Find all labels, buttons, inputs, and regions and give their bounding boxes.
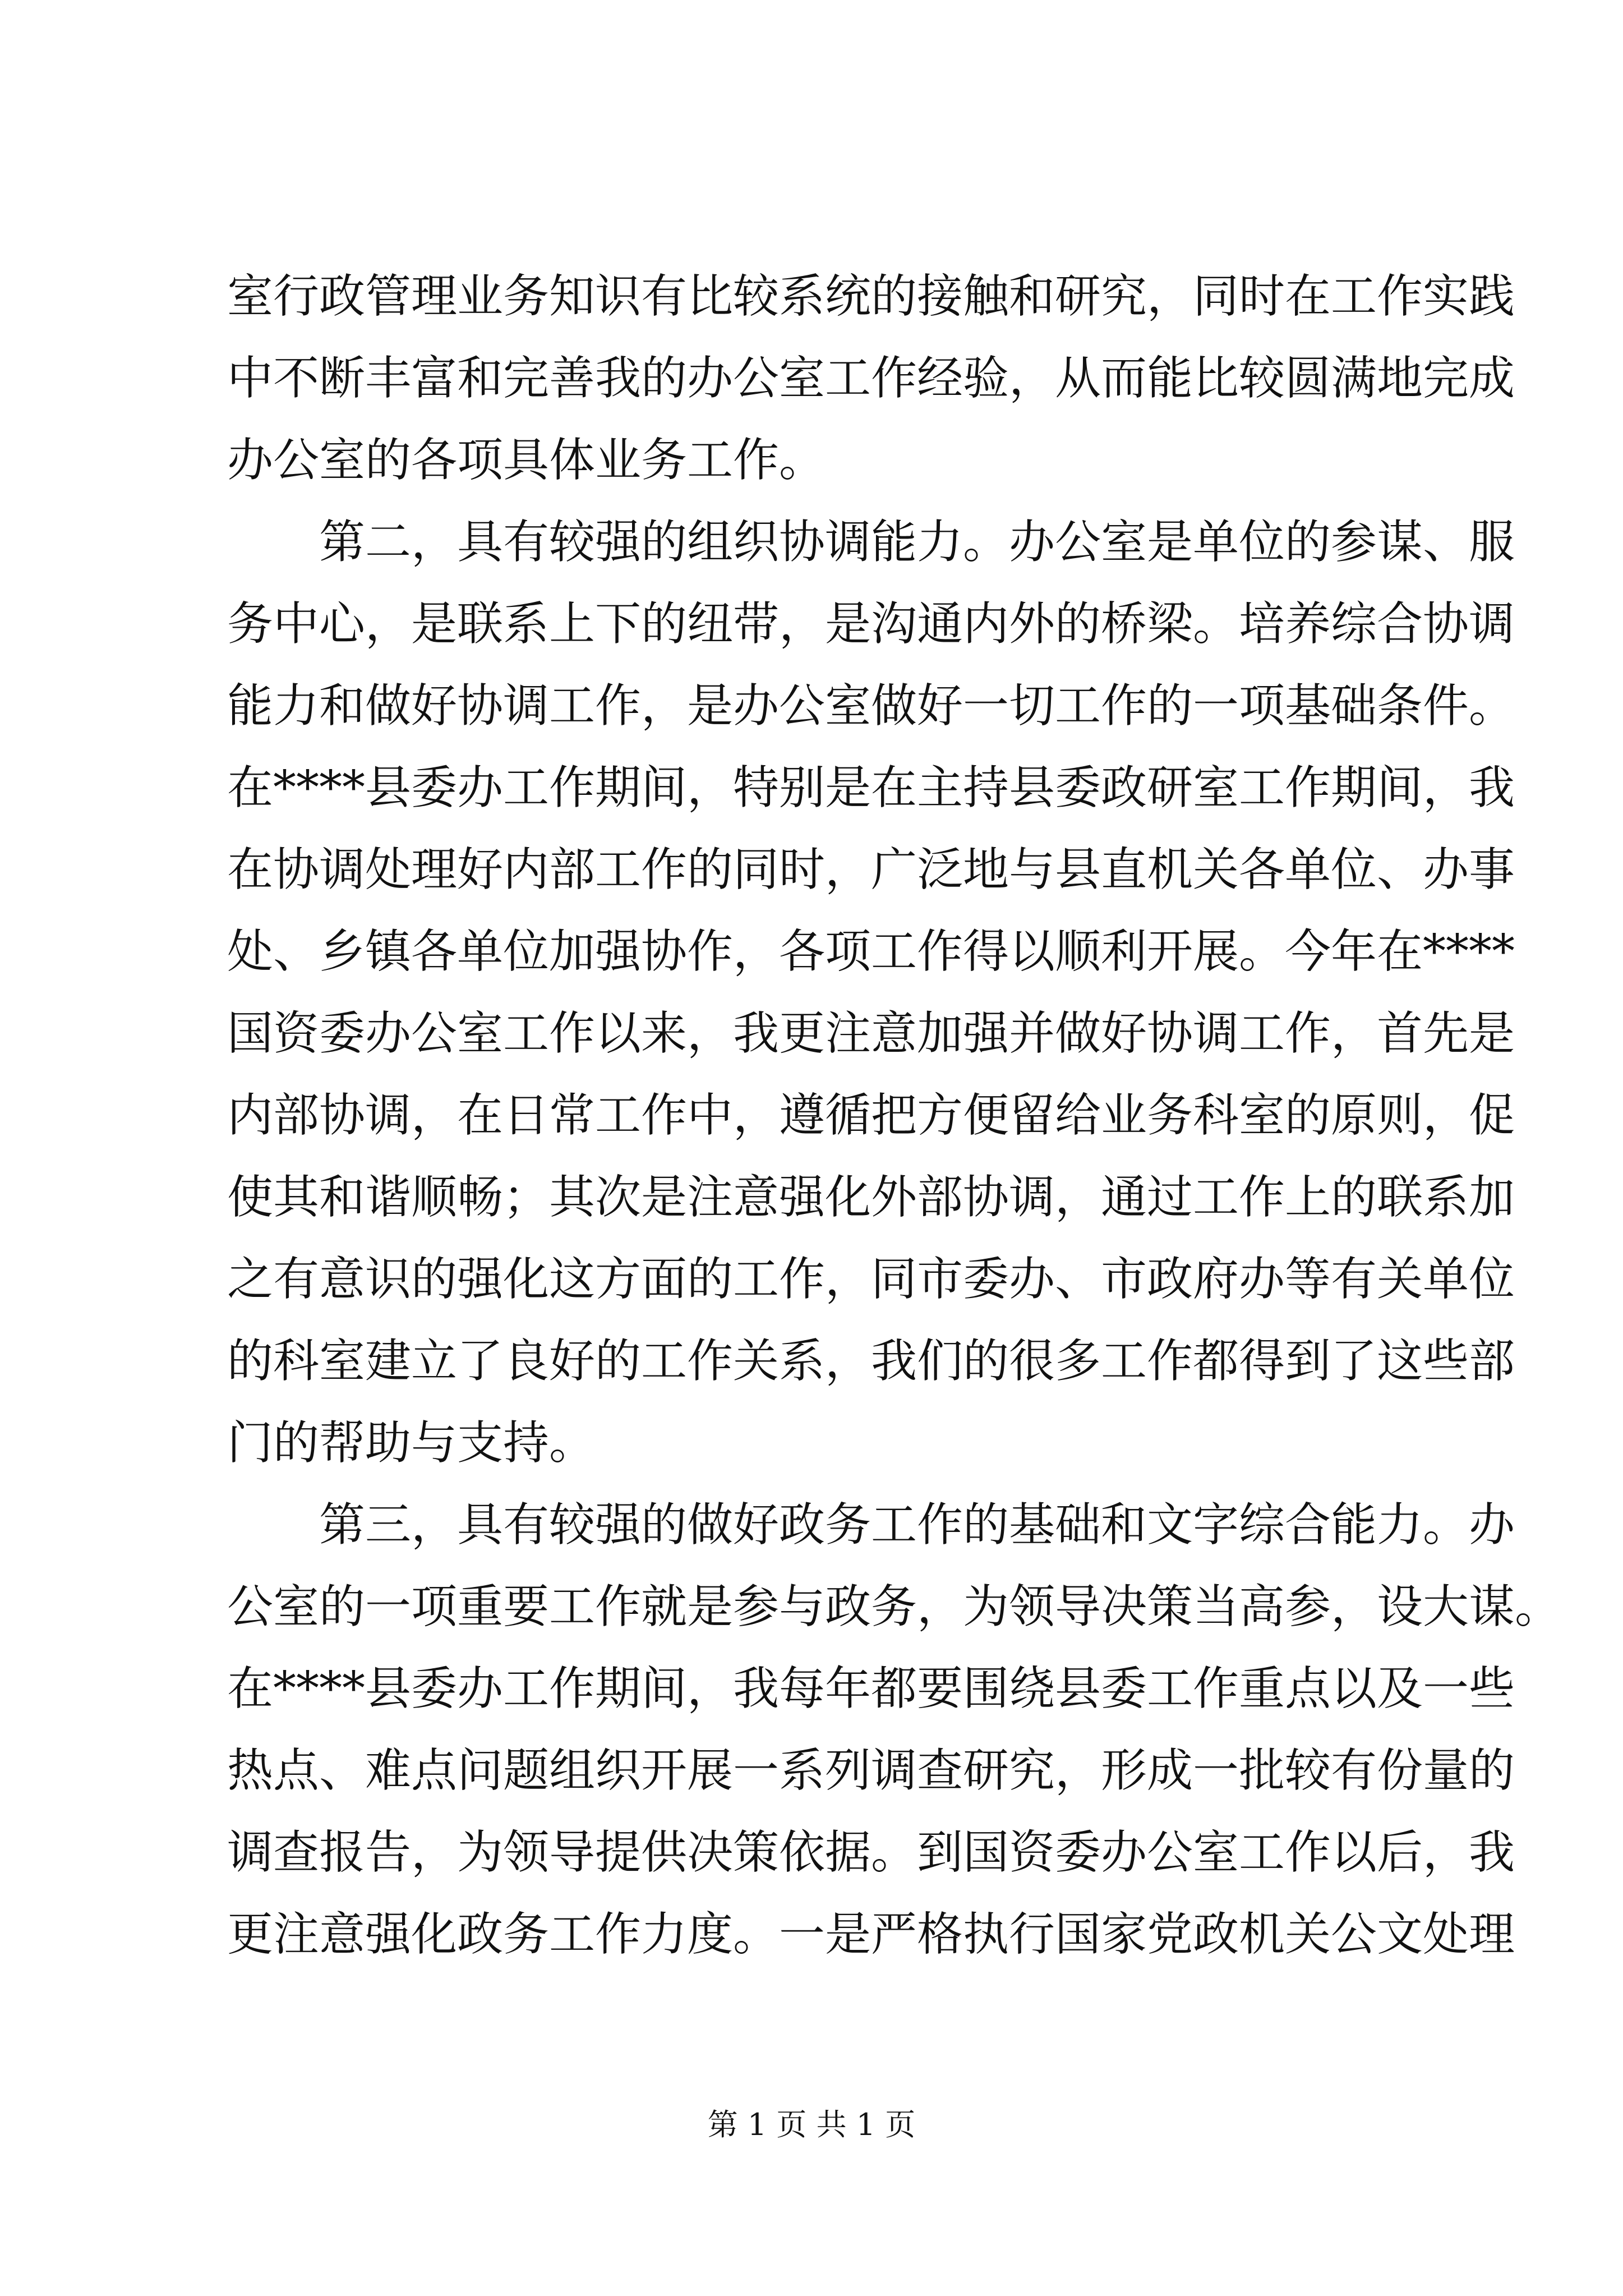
text-line: 更注意强化政务工作力度。一是严格执行国家党政机关公文处理 xyxy=(227,1908,1515,1961)
text-line: 在****县委办工作期间，我每年都要围绕县委工作重点以及一些 xyxy=(227,1662,1515,1715)
text-line: 内部协调，在日常工作中，遵循把方便留给业务科室的原则，促 xyxy=(227,1089,1515,1142)
text-line: 公室的一项重要工作就是参与政务，为领导决策当高参，设大谋。 xyxy=(227,1580,1561,1634)
paragraph-2 xyxy=(227,501,1515,1484)
document-body xyxy=(227,256,1561,1976)
text-line: 的科室建立了良好的工作关系，我们的很多工作都得到了这些部 xyxy=(227,1335,1515,1388)
paragraph-3 xyxy=(227,1484,1561,1976)
text-line: 务中心，是联系上下的纽带，是沟通内外的桥梁。培养综合协调 xyxy=(227,597,1515,651)
text-line: 办公室的各项具体业务工作。 xyxy=(227,434,826,487)
page-number-label: 第 1 页 共 1 页 xyxy=(707,2107,916,2142)
text-line: 使其和谐顺畅；其次是注意强化外部协调，通过工作上的联系加 xyxy=(227,1171,1515,1224)
paragraph-1 xyxy=(227,256,1515,501)
text-line: 中不断丰富和完善我的办公室工作经验，从而能比较圆满地完成 xyxy=(227,352,1515,405)
text-line: 之有意识的强化这方面的工作，同市委办、市政府办等有关单位 xyxy=(227,1253,1515,1306)
page-footer xyxy=(0,2101,1623,2144)
text-line: 调查报告，为领导提供决策依据。到国资委办公室工作以后，我 xyxy=(227,1826,1515,1879)
text-line: 在****县委办工作期间，特别是在主持县委政研室工作期间，我 xyxy=(227,761,1515,815)
text-line: 热点、难点问题组织开展一系列调查研究，形成一批较有份量的 xyxy=(227,1744,1515,1797)
text-line: 第三，具有较强的做好政务工作的基础和文字综合能力。办 xyxy=(319,1498,1515,1552)
text-line: 第二，具有较强的组织协调能力。办公室是单位的参谋、服 xyxy=(319,516,1515,569)
text-line: 室行政管理业务知识有比较系统的接触和研究，同时在工作实践 xyxy=(227,270,1515,323)
text-line: 门的帮助与支持。 xyxy=(227,1416,596,1470)
text-line: 国资委办公室工作以来，我更注意加强并做好协调工作，首先是 xyxy=(227,1007,1515,1060)
text-line: 处、乡镇各单位加强协作，各项工作得以顺利开展。今年在**** xyxy=(227,925,1515,978)
text-line: 能力和做好协调工作，是办公室做好一切工作的一项基础条件。 xyxy=(227,679,1515,733)
text-line: 在协调处理好内部工作的同时，广泛地与县直机关各单位、办事 xyxy=(227,843,1515,896)
